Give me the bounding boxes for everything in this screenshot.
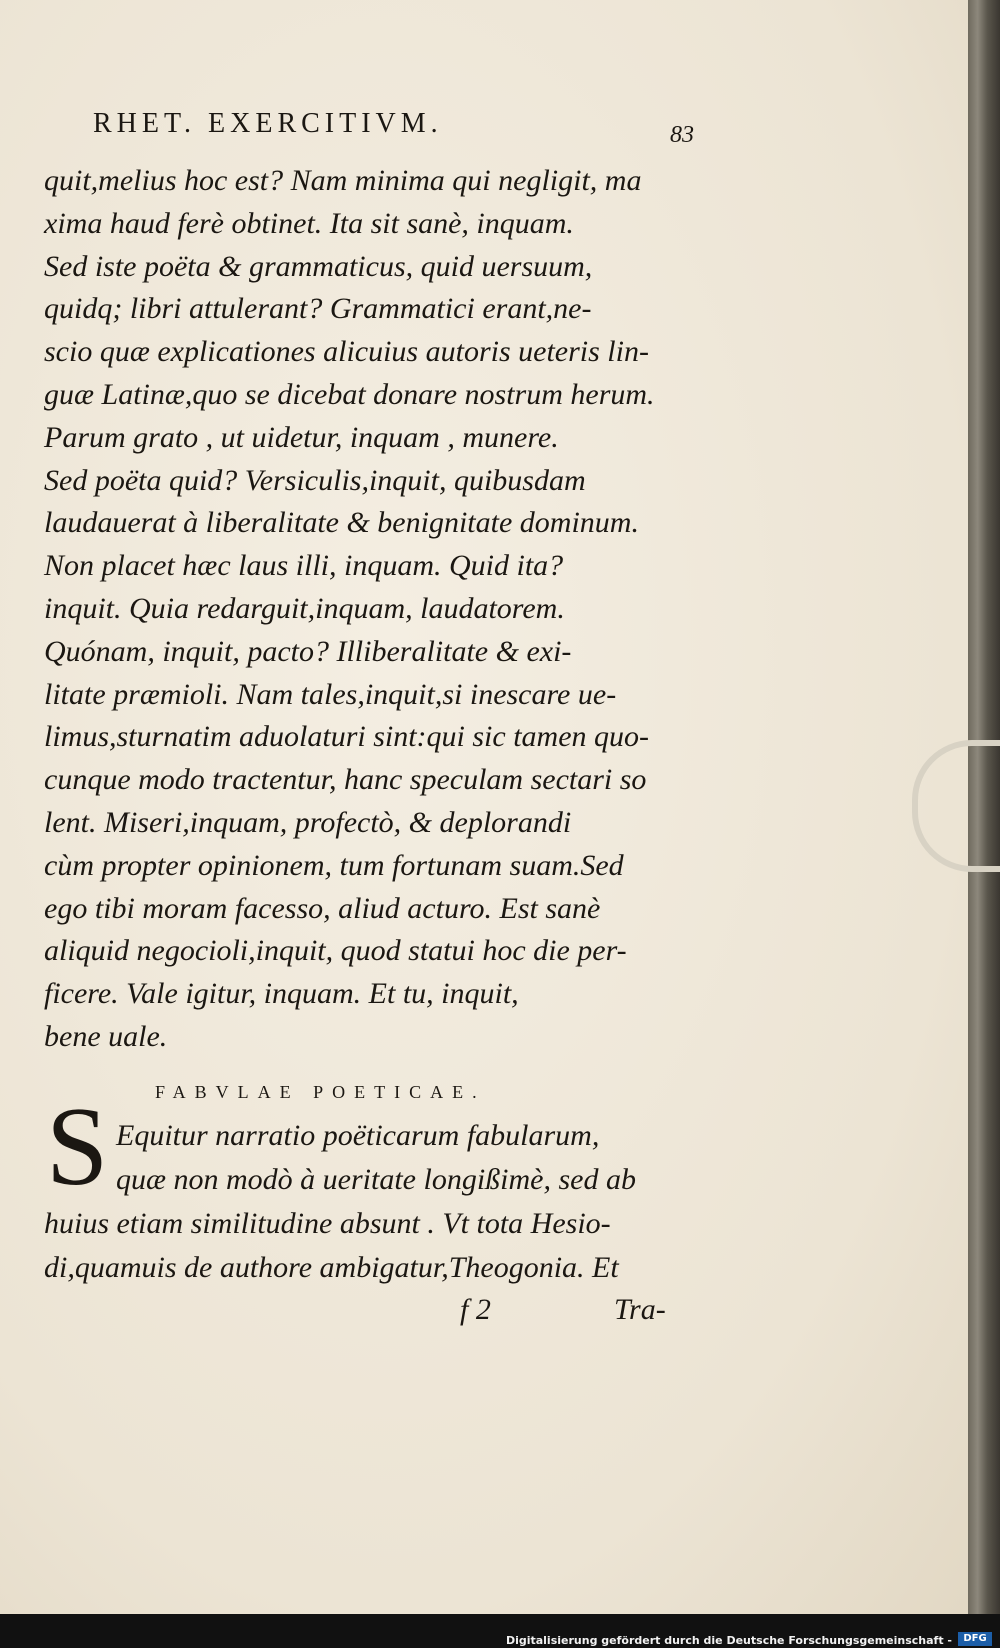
catchwords [460, 1293, 700, 1333]
catchword: Tra- [614, 1293, 666, 1326]
text-line: lent. Miseri,inquam, profectò, & deplorandi [44, 805, 572, 839]
text-line: inquit. Quia redarguit,inquam, laudatorem. [44, 591, 565, 625]
text-line: Sed poëta quid? Versiculis,inquit, quibusdam [44, 463, 586, 497]
text-line: litate præmioli. Nam tales,inquit,si inescare ue- [44, 677, 617, 711]
text-line: cùm propter opinionem, tum fortunam suam.Sed [44, 848, 624, 882]
drop-initial: S [46, 1085, 109, 1209]
section-heading: FABVLAE POETICAE. [155, 1082, 486, 1102]
text-line: aliquid negocioli,inquit, quod statui hoc die per- [44, 934, 627, 968]
text-line: cunque modo tractentur, hanc speculam sectari so [44, 763, 647, 797]
text-line: huius etiam similitudine absunt . Vt tota Hesio- [44, 1207, 611, 1240]
text-line: quidq; libri attulerant? Grammatici erant,ne- [44, 292, 592, 326]
text-line: Parum grato , ut uidetur, inquam , munere. [44, 420, 559, 454]
text-line: ego tibi moram facesso, aliud acturo. Est sanè [44, 891, 601, 925]
text-line: di,quamuis de authore ambigatur,Theogonia. Et [44, 1251, 619, 1284]
fabula-text [44, 1114, 694, 1290]
running-head: RHET. EXERCITIVM. [93, 108, 443, 139]
text-line: quæ non modò à ueritate longißimè, sed ab [116, 1163, 636, 1196]
body-text [44, 160, 694, 1059]
text-line: ficere. Vale igitur, inquam. Et tu, inquit, [44, 977, 519, 1011]
text-line: scio quæ explicationes alicuius autoris ueteris lin- [44, 335, 649, 369]
text-line: guæ Latinæ,quo se dicebat donare nostrum herum. [44, 377, 655, 411]
text-line: Sed iste poëta & grammaticus, quid uersuum, [44, 249, 593, 283]
folio-number: 83 [670, 122, 694, 148]
dfg-logo: DFG [958, 1632, 992, 1646]
text-line: Equitur narratio poëticarum fabularum, [116, 1119, 600, 1152]
signature-mark: f 2 [460, 1293, 491, 1326]
text-line: xima haud ferè obtinet. Ita sit sanè, inquam. [44, 206, 574, 240]
text-line: quit,melius hoc est? Nam minima qui negligit, ma [44, 164, 642, 197]
footer-credit: Digitalisierung gefördert durch die Deutsche Forschungsgemeinschaft - [505, 1634, 952, 1647]
text-line: bene uale. [44, 1019, 168, 1053]
text-line: limus,sturnatim aduolaturi sint:qui sic tamen quo- [44, 720, 650, 754]
text-line: laudauerat à liberalitate & benignitate dominum. [44, 506, 639, 540]
text-line: Non placet hæc laus illi, inquam. Quid ita? [44, 549, 564, 583]
text-line: Quónam, inquit, pacto? Illiberalitate & exi- [44, 634, 572, 668]
